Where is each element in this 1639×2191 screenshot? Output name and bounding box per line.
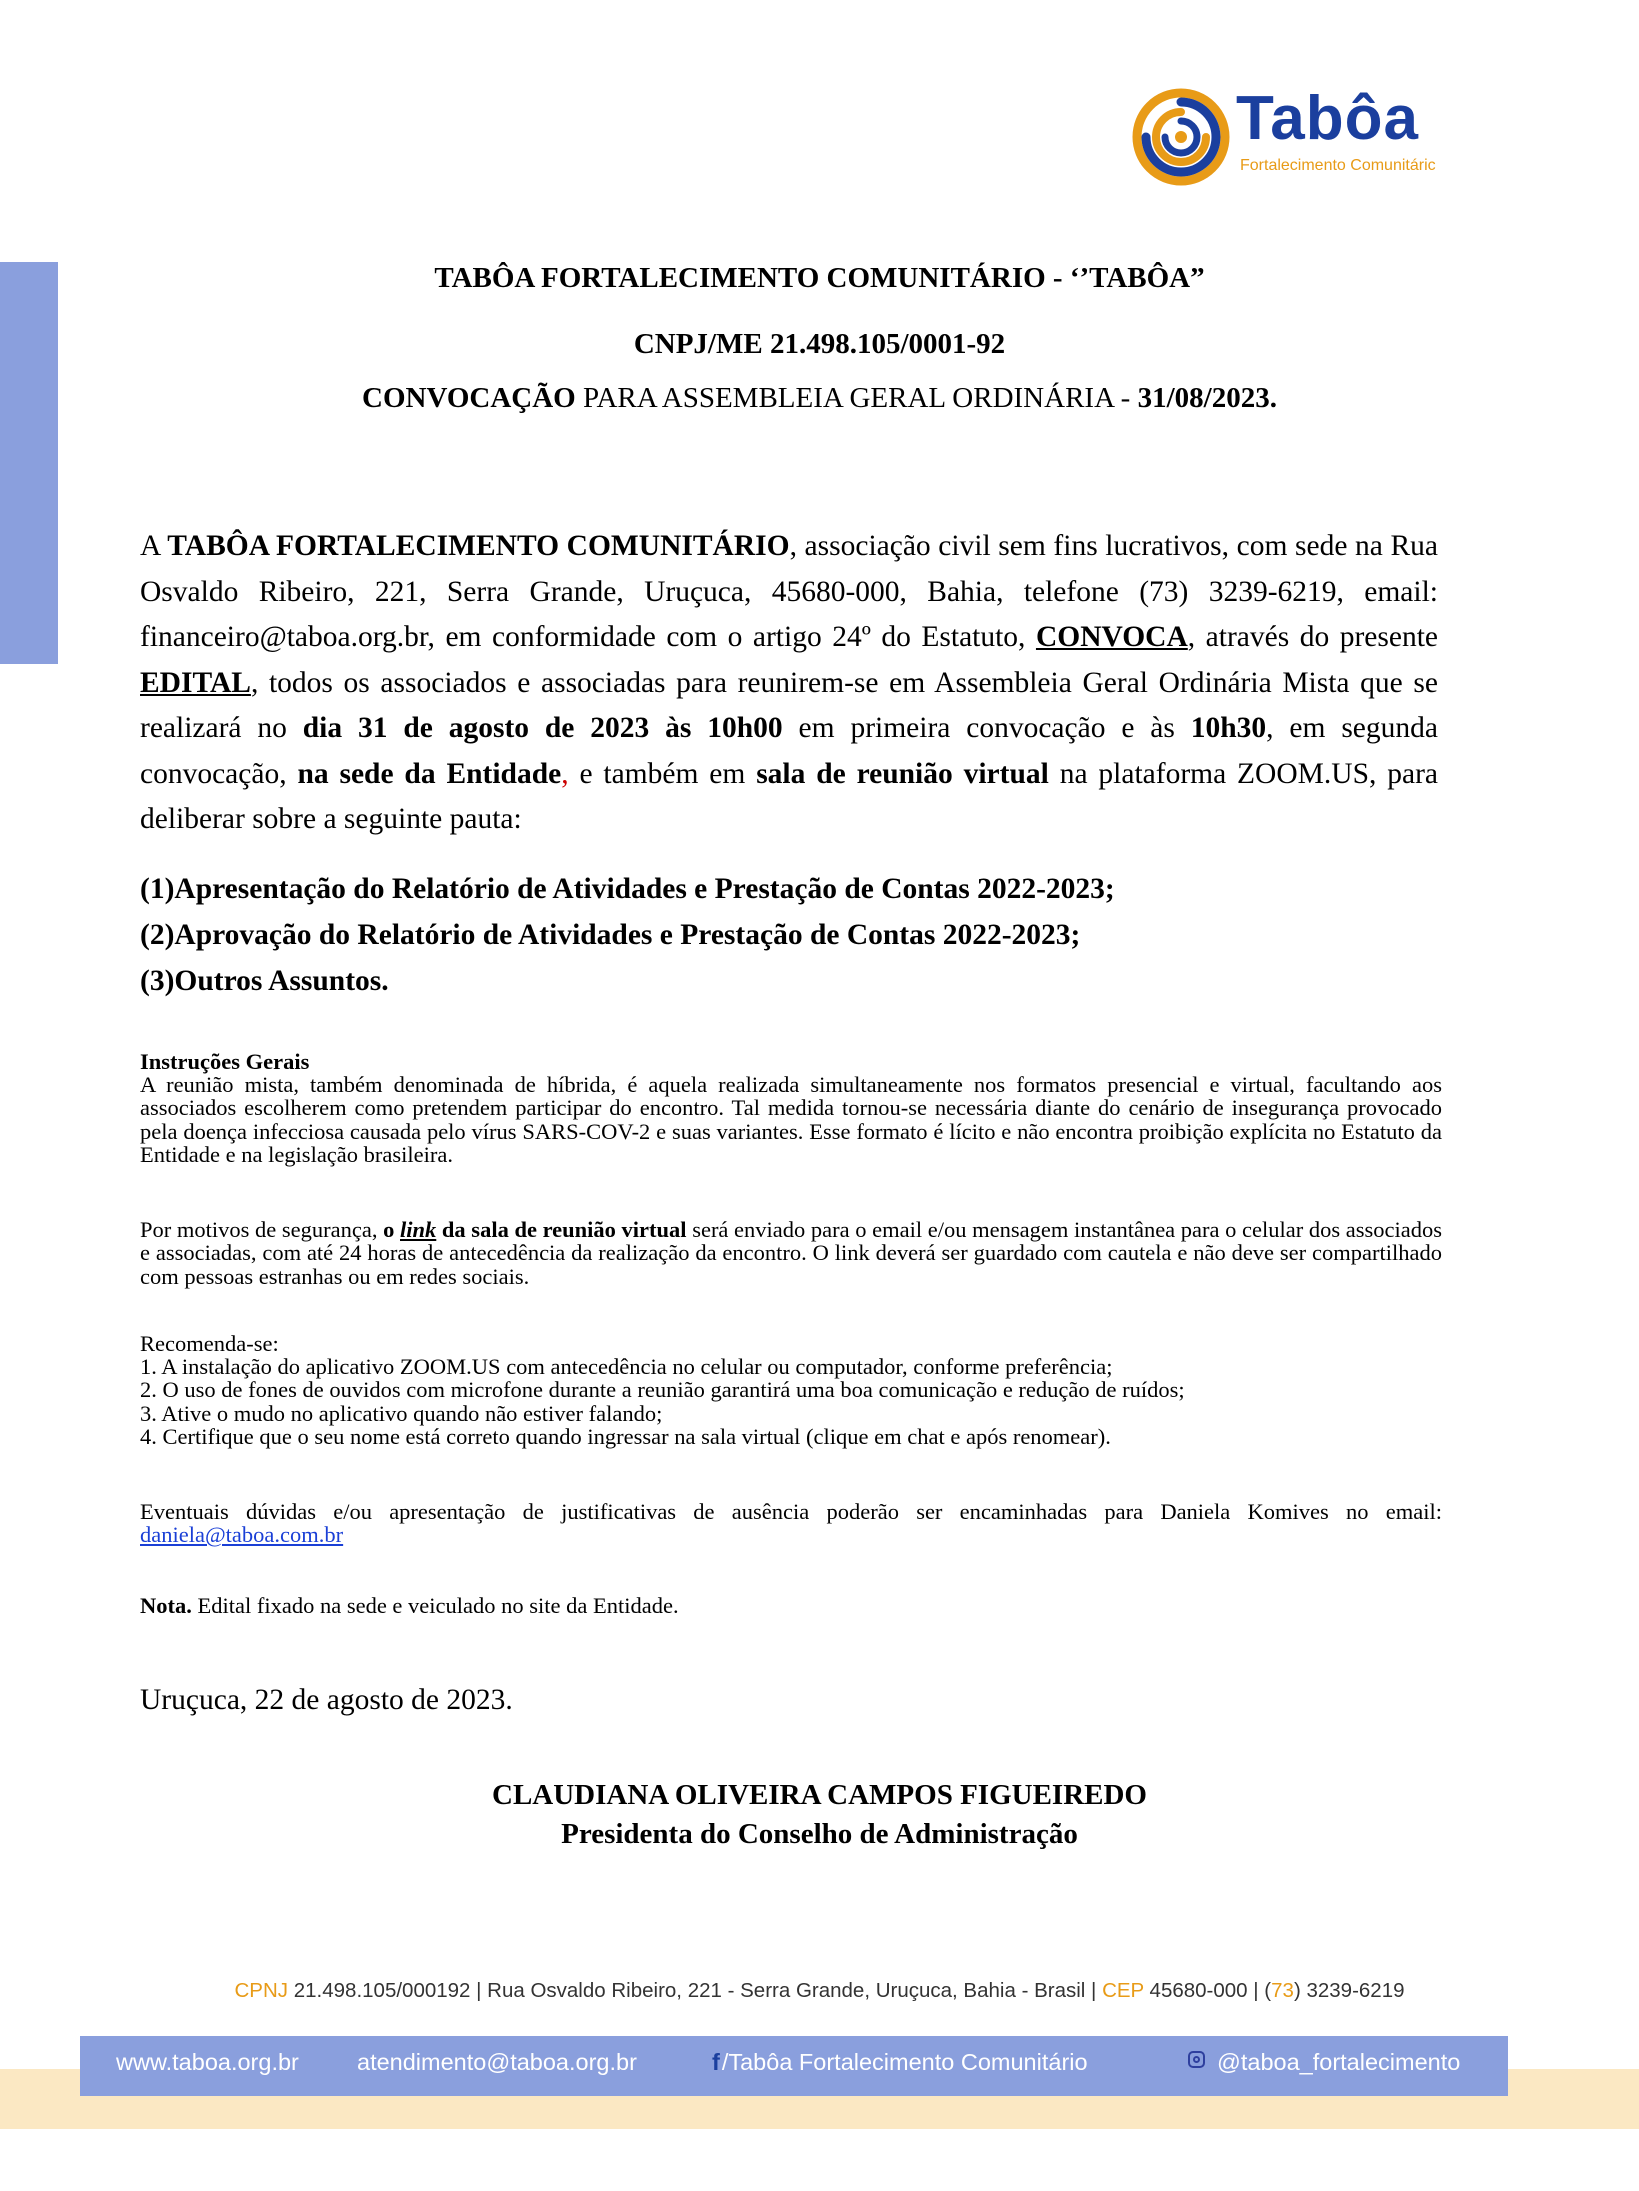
logo-tagline: Fortalecimento Comunitáric xyxy=(1240,157,1436,174)
instructions-heading: Instruções Gerais xyxy=(140,1049,310,1074)
note-label: Nota. xyxy=(140,1593,192,1618)
agenda-list xyxy=(140,866,1440,1004)
contact-text: Eventuais dúvidas e/ou apresentação de justificativas de ausência poderão ser encaminhadas para Daniela Komives no email: xyxy=(140,1499,1442,1524)
logo-wordmark: Tabôa xyxy=(1236,84,1419,153)
recommendation-list xyxy=(140,1355,1442,1448)
convocation-title xyxy=(0,384,1639,413)
instagram-icon xyxy=(1188,2051,1205,2068)
intro-paragraph xyxy=(140,524,1438,843)
contact-paragraph xyxy=(140,1500,1442,1547)
convocation-date: 31/08/2023. xyxy=(1137,382,1277,414)
note-text: Edital fixado na sede e veiculado no site da Entidade. xyxy=(191,1593,679,1618)
footer-email-link[interactable]: atendimento@taboa.org.br xyxy=(357,2049,637,2075)
recommendation-item: 2. O uso de fones de ouvidos com microfone durante a reunião garantirá uma boa comunicação e redução de ruídos; xyxy=(140,1377,1185,1403)
footer-address: 21.498.105/000192 | Rua Osvaldo Ribeiro, 221 - Serra Grande, Uruçuca, Bahia - Brasil | xyxy=(288,1979,1103,2002)
instagram-link[interactable] xyxy=(1188,2048,1460,2076)
para2-text: Por motivos de segurança, xyxy=(140,1217,384,1242)
para2-text: será enviado para o email e/ou mensagem instantânea para o celular dos associados e associadas, com até 24 horas de antecedência da realização da encontro. O link deverá ser guardado com cautela e não deve ser compartilhado com pessoas estranhas ou em redes sociais. xyxy=(140,1217,1442,1289)
signatory-name: CLAUDIANA OLIVEIRA CAMPOS FIGUEIREDO xyxy=(492,1779,1147,1811)
convoca-keyword: CONVOCA xyxy=(1035,621,1188,653)
meeting-datetime: dia 31 de agosto de 2023 às 10h00 xyxy=(302,712,783,744)
facebook-link[interactable] xyxy=(712,2048,1088,2076)
intro-text: , em segunda convocação, xyxy=(140,712,1438,790)
second-call-time: 10h30 xyxy=(1190,712,1267,744)
org-title: TABÔA FORTALECIMENTO COMUNITÁRIO - ‘’TABÔA” xyxy=(434,262,1205,294)
intro-text: , associação civil sem fins lucrativos, com sede na Rua Osvaldo Ribeiro, 221, Serra Grande, Uruçuca, 45680-000, Bahia, telefone (73) 3239-6219, email: financeiro@taboa.org.br, em conformidade com o artigo 24º do Estatuto, xyxy=(140,530,1438,653)
intro-text: , todos os associados e associadas para reunirem-se em Assembleia Geral Ordinária Mista que se realizará no xyxy=(140,666,1438,744)
signatory-role: Presidenta do Conselho de Administração xyxy=(561,1818,1078,1850)
recommendation-item: 1. A instalação do aplicativo ZOOM.US com antecedência no celular ou computador, conforme preferência; xyxy=(140,1354,1113,1379)
virtual-room: sala de reunião virtual xyxy=(756,757,1049,790)
place-date: Uruçuca, 22 de agosto de 2023. xyxy=(140,1684,513,1716)
cnpj-line: CNPJ/ME 21.498.105/0001-92 xyxy=(633,328,1006,360)
intro-text: A xyxy=(140,530,168,562)
recommendation-item: 3. Ative o mudo no aplicativo quando não estiver falando; xyxy=(140,1400,663,1426)
agenda-item: (1)Apresentação do Relatório de Atividades e Prestação de Contas 2022-2023; xyxy=(140,873,1115,905)
para2-bold: da sala de reunião virtual xyxy=(436,1217,687,1242)
entity-name: TABÔA FORTALECIMENTO COMUNITÁRIO xyxy=(167,530,790,562)
footer-info xyxy=(0,1979,1639,2003)
facebook-label: /Tabôa Fortalecimento Comunitário xyxy=(721,2049,1088,2075)
instructions-para-2 xyxy=(140,1218,1442,1288)
agenda-item: (2)Aprovação do Relatório de Atividades e Prestação de Contas 2022-2023; xyxy=(140,919,1081,951)
recommendation-item: 4. Certifique que o seu nome está correto quando ingressar na sala virtual (clique em chat e após renomear). xyxy=(140,1423,1111,1449)
intro-text: na plataforma ZOOM.US, para deliberar sobre a seguinte pauta: xyxy=(140,757,1438,835)
taboa-logo-icon xyxy=(1132,88,1230,186)
intro-text: , através do presente xyxy=(1187,621,1439,653)
side-decor-bar xyxy=(0,262,58,664)
edital-keyword: EDITAL xyxy=(140,666,251,699)
contact-email-link[interactable]: daniela@taboa.com.br xyxy=(140,1522,344,1548)
website-link[interactable]: www.taboa.org.br xyxy=(116,2049,299,2075)
cnpj-label: CPNJ xyxy=(234,1979,289,2002)
agenda-item: (3)Outros Assuntos. xyxy=(140,965,389,997)
intro-comma: , xyxy=(561,757,569,790)
intro-text: e também em xyxy=(568,757,757,790)
instagram-label: @taboa_fortalecimento xyxy=(1217,2049,1461,2075)
footer-phone: ) 3239-6219 xyxy=(1293,1979,1405,2002)
convocation-label: CONVOCAÇÃO xyxy=(362,382,576,414)
note-line xyxy=(140,1594,1442,1617)
phone-ddd: 73 xyxy=(1271,1979,1294,2002)
link-word: link xyxy=(400,1217,437,1242)
convocation-middle: PARA ASSEMBLEIA GERAL ORDINÁRIA - xyxy=(575,382,1138,414)
para2-bold: o xyxy=(383,1217,400,1242)
signature-block xyxy=(0,1776,1639,1854)
facebook-icon: f xyxy=(712,2049,720,2075)
instructions-para-1: A reunião mista, também denominada de híbrida, é aquela realizada simultaneamente nos formatos presencial e virtual, facultando aos associados escolherem como pretendem participar do encontro. Tal medida tornou-se necessária diante do cenário de insegurança provocado pela doença infecciosa causada pelo vírus SARS-COV-2 e suas variantes. Esse formato é lícito e não encontra proibição explícita no Estatuto da Entidade e na legislação brasileira. xyxy=(140,1072,1442,1167)
cep-label: CEP xyxy=(1102,1979,1144,2002)
intro-text: em primeira convocação e às xyxy=(782,712,1191,744)
footer-cep: 45680-000 | ( xyxy=(1143,1979,1272,2002)
meeting-venue: na sede da Entidade xyxy=(297,757,562,790)
recommend-heading: Recomenda-se: xyxy=(140,1331,279,1356)
